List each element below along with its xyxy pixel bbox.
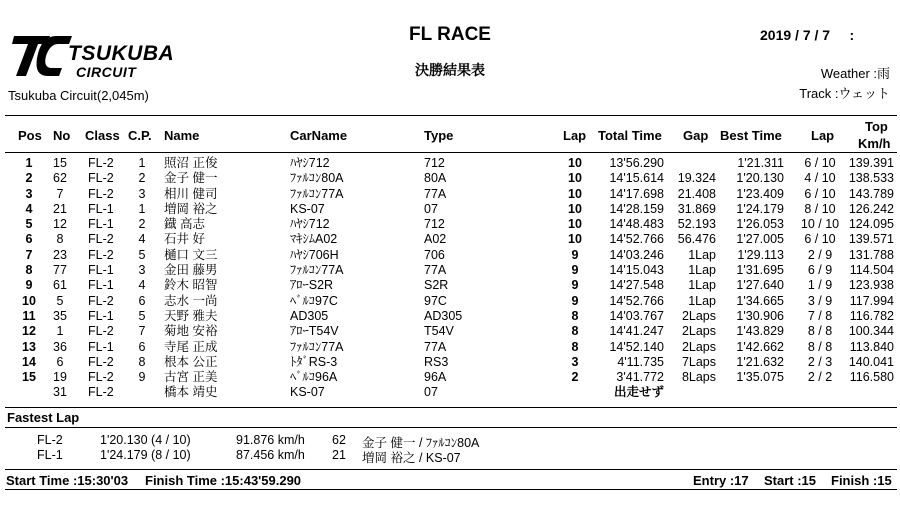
lap-cell: 3 bbox=[571, 354, 579, 369]
best-lap-cell: 2 / 9 bbox=[807, 247, 833, 262]
class-cell: FL-2 bbox=[88, 247, 114, 262]
cp-cell: 3 bbox=[138, 186, 146, 201]
fl-class: FL-2 bbox=[37, 433, 63, 447]
pos-cell: 11 bbox=[22, 308, 36, 323]
car-cell: ﾄﾀﾞRS-3 bbox=[290, 354, 338, 369]
pos-cell: 12 bbox=[22, 324, 36, 339]
class-cell: FL-2 bbox=[88, 370, 114, 385]
top-speed-cell: 140.041 bbox=[848, 354, 894, 369]
gap-cell: 1Lap bbox=[688, 293, 716, 308]
gap-cell: 1Lap bbox=[688, 263, 716, 278]
name-cell: 相川 健司 bbox=[164, 186, 218, 201]
pos-cell: 14 bbox=[22, 354, 36, 369]
total-time-cell: 14'28.159 bbox=[609, 201, 664, 216]
best-lap-cell: 7 / 8 bbox=[807, 308, 833, 323]
best-lap-cell: 10 / 10 bbox=[800, 217, 840, 232]
pos-cell: 10 bbox=[22, 293, 36, 308]
no-cell: 36 bbox=[53, 339, 67, 354]
cp-cell: 8 bbox=[138, 354, 146, 369]
lap-cell: 8 bbox=[571, 308, 579, 323]
name-cell: 志水 一尚 bbox=[164, 293, 218, 308]
col-gap: Gap bbox=[683, 128, 709, 143]
name-cell: 石井 好 bbox=[164, 232, 205, 247]
total-time-cell: 14'52.140 bbox=[609, 339, 664, 354]
class-cell: FL-2 bbox=[88, 156, 114, 170]
pos-cell: 7 bbox=[25, 247, 33, 262]
total-time-cell: 14'27.548 bbox=[609, 278, 664, 293]
best-time-cell: 1'24.179 bbox=[736, 201, 784, 216]
top-speed-cell: 116.782 bbox=[849, 308, 894, 323]
cp-cell: 4 bbox=[138, 232, 146, 247]
top-speed-cell: 139.391 bbox=[848, 156, 894, 170]
fl-car-no: 21 bbox=[332, 448, 346, 462]
best-lap-cell: 1 / 9 bbox=[807, 278, 833, 293]
type-cell: 712 bbox=[424, 156, 445, 170]
fastest-lap-top-rule bbox=[5, 407, 897, 408]
no-cell: 5 bbox=[56, 293, 64, 308]
class-cell: FL-2 bbox=[88, 171, 114, 186]
total-time-cell: 4'11.735 bbox=[617, 354, 664, 369]
col-type: Type bbox=[424, 128, 454, 143]
total-time-cell: 14'48.483 bbox=[609, 217, 664, 232]
total-time-cell: 13'56.290 bbox=[609, 156, 664, 170]
best-lap-cell: 6 / 10 bbox=[804, 156, 836, 170]
col-no: No bbox=[53, 128, 71, 143]
lap-cell: 10 bbox=[568, 201, 582, 216]
top-speed-cell: 131.788 bbox=[848, 247, 894, 262]
type-cell: AD305 bbox=[424, 308, 463, 323]
col-best-lap: Lap bbox=[811, 128, 835, 143]
best-time-cell: 1'21.632 bbox=[736, 354, 784, 369]
best-time-cell: 1'26.053 bbox=[736, 217, 784, 232]
cp-cell: 5 bbox=[138, 247, 146, 262]
car-cell: KS-07 bbox=[290, 385, 325, 400]
car-cell: ｱﾛｰS2R bbox=[290, 278, 334, 293]
fl-speed: 91.876 km/h bbox=[236, 433, 305, 447]
pos-cell: 5 bbox=[25, 217, 33, 232]
name-cell: 金田 藤男 bbox=[164, 263, 218, 278]
best-time-cell: 1'23.409 bbox=[736, 186, 784, 201]
pos-cell: 15 bbox=[22, 370, 36, 385]
pos-cell: 1 bbox=[25, 156, 33, 170]
type-cell: 80A bbox=[424, 171, 447, 186]
table-row bbox=[0, 232, 900, 247]
col-top-speed-unit: Km/h bbox=[858, 136, 891, 151]
car-cell: ﾍﾞﾙｺ97C bbox=[290, 293, 338, 308]
gap-cell: 2Laps bbox=[681, 324, 716, 339]
no-cell: 62 bbox=[53, 171, 67, 186]
gap-cell: 52.193 bbox=[677, 217, 716, 232]
best-lap-cell: 2 / 3 bbox=[807, 354, 833, 369]
class-cell: FL-1 bbox=[88, 308, 114, 323]
lap-cell: 9 bbox=[571, 247, 579, 262]
header-top-rule bbox=[5, 115, 897, 116]
best-time-cell: 1'31.695 bbox=[736, 263, 784, 278]
pos-cell: 9 bbox=[25, 278, 33, 293]
class-cell: FL-2 bbox=[88, 186, 114, 201]
class-cell: FL-1 bbox=[88, 217, 114, 232]
fl-speed: 87.456 km/h bbox=[236, 448, 305, 462]
table-row bbox=[0, 217, 900, 232]
name-cell: 増岡 裕之 bbox=[164, 201, 218, 216]
col-cp: C.P. bbox=[128, 128, 152, 143]
gap-cell: 8Laps bbox=[681, 370, 716, 385]
col-car: CarName bbox=[290, 128, 348, 143]
col-name: Name bbox=[164, 128, 200, 143]
top-speed-cell: 100.344 bbox=[848, 324, 894, 339]
no-cell: 1 bbox=[56, 324, 64, 339]
lap-cell: 10 bbox=[568, 171, 582, 186]
table-row bbox=[0, 340, 900, 355]
cp-cell: 9 bbox=[138, 370, 146, 385]
no-cell: 8 bbox=[56, 232, 64, 247]
type-cell: 96A bbox=[424, 370, 447, 385]
best-time-cell: 1'27.640 bbox=[736, 278, 784, 293]
total-time-cell: 14'15.614 bbox=[609, 171, 664, 186]
table-row bbox=[0, 187, 900, 202]
col-total-time: Total Time bbox=[598, 128, 662, 143]
fl-car-no: 62 bbox=[332, 433, 346, 447]
type-cell: 07 bbox=[424, 201, 438, 216]
lap-cell: 9 bbox=[571, 278, 579, 293]
pos-cell: 3 bbox=[25, 186, 33, 201]
fastest-lap-row bbox=[0, 448, 900, 463]
top-speed-cell: 116.580 bbox=[849, 370, 894, 385]
total-time-cell: 14'41.247 bbox=[609, 324, 664, 339]
car-cell: ﾌｧﾙｺﾝ77A bbox=[290, 339, 344, 354]
fl-class: FL-1 bbox=[37, 448, 63, 462]
lap-cell: 10 bbox=[568, 217, 582, 232]
type-cell: 07 bbox=[424, 385, 438, 400]
col-best-time: Best Time bbox=[720, 128, 782, 143]
class-cell: FL-1 bbox=[88, 201, 114, 216]
no-cell: 15 bbox=[53, 156, 67, 170]
fl-time: 1'24.179 (8 / 10) bbox=[100, 448, 191, 462]
best-time-cell: 1'20.130 bbox=[736, 171, 784, 186]
best-lap-cell: 6 / 10 bbox=[804, 186, 836, 201]
cp-cell: 4 bbox=[138, 278, 146, 293]
fastest-lap-title: Fastest Lap bbox=[7, 410, 80, 425]
dns-status: 出走せず bbox=[614, 385, 665, 400]
gap-cell: 2Laps bbox=[681, 339, 716, 354]
best-time-cell: 1'42.662 bbox=[736, 339, 784, 354]
car-cell: ﾊﾔｼ712 bbox=[290, 156, 330, 170]
cp-cell: 2 bbox=[138, 171, 146, 186]
type-cell: A02 bbox=[424, 232, 447, 247]
logo-text-bottom: CIRCUIT bbox=[76, 64, 137, 80]
best-time-cell: 1'29.113 bbox=[737, 247, 784, 262]
name-cell: 寺尾 正成 bbox=[164, 339, 218, 354]
table-row bbox=[0, 370, 900, 385]
best-lap-cell: 2 / 2 bbox=[807, 370, 833, 385]
lap-cell: 10 bbox=[568, 156, 582, 170]
no-cell: 21 bbox=[53, 201, 67, 216]
footer-top-rule bbox=[5, 469, 897, 470]
class-cell: FL-2 bbox=[88, 385, 114, 400]
total-time-cell: 14'17.698 bbox=[609, 186, 664, 201]
name-cell: 照沼 正俊 bbox=[164, 156, 218, 170]
class-cell: FL-1 bbox=[88, 339, 114, 354]
gap-cell: 56.476 bbox=[677, 232, 716, 247]
table-row bbox=[0, 156, 900, 171]
lap-cell: 8 bbox=[571, 339, 579, 354]
name-cell: 樋口 文三 bbox=[164, 247, 218, 262]
name-cell: 鐡 高志 bbox=[164, 217, 205, 232]
table-row bbox=[0, 324, 900, 339]
gap-cell: 19.324 bbox=[677, 171, 716, 186]
gap-cell: 21.408 bbox=[677, 186, 716, 201]
name-cell: 根本 公正 bbox=[164, 354, 218, 369]
best-time-cell: 1'30.906 bbox=[736, 308, 784, 323]
table-row bbox=[0, 263, 900, 278]
no-cell: 31 bbox=[53, 385, 67, 400]
class-cell: FL-2 bbox=[88, 354, 114, 369]
no-cell: 7 bbox=[56, 186, 64, 201]
type-cell: 77A bbox=[424, 339, 447, 354]
top-speed-cell: 117.994 bbox=[849, 293, 894, 308]
type-cell: 97C bbox=[424, 293, 447, 308]
table-row bbox=[0, 278, 900, 293]
top-speed-cell: 113.840 bbox=[849, 339, 894, 354]
col-class: Class bbox=[85, 128, 120, 143]
best-lap-cell: 8 / 10 bbox=[804, 201, 836, 216]
total-time-cell: 14'15.043 bbox=[609, 263, 664, 278]
car-cell: AD305 bbox=[290, 308, 329, 323]
gap-cell: 1Lap bbox=[688, 278, 716, 293]
car-cell: ﾌｧﾙｺﾝ77A bbox=[290, 186, 344, 201]
no-cell: 35 bbox=[53, 308, 67, 323]
car-cell: KS-07 bbox=[290, 201, 325, 216]
entry-count: Entry :17 bbox=[693, 473, 749, 488]
type-cell: 77A bbox=[424, 186, 447, 201]
top-speed-cell: 124.095 bbox=[848, 217, 894, 232]
type-cell: RS3 bbox=[424, 354, 449, 369]
name-cell: 鈴木 昭智 bbox=[164, 278, 218, 293]
type-cell: S2R bbox=[424, 278, 449, 293]
results-table bbox=[0, 156, 900, 401]
table-row bbox=[0, 248, 900, 263]
cp-cell: 5 bbox=[138, 308, 146, 323]
fastest-lap-bottom-rule bbox=[5, 427, 897, 428]
pos-cell: 2 bbox=[25, 171, 33, 186]
name-cell: 金子 健一 bbox=[164, 171, 218, 186]
fl-driver: 増岡 裕之 / KS-07 bbox=[362, 451, 461, 465]
best-time-cell: 1'43.829 bbox=[736, 324, 784, 339]
lap-cell: 9 bbox=[571, 263, 579, 278]
top-speed-cell: 126.242 bbox=[848, 201, 894, 216]
start-count: Start :15 bbox=[764, 473, 817, 488]
dns-row bbox=[0, 385, 900, 400]
name-cell: 天野 雅夫 bbox=[164, 308, 218, 323]
table-row bbox=[0, 294, 900, 309]
car-cell: ﾊﾔｼ712 bbox=[290, 217, 330, 232]
class-cell: FL-1 bbox=[88, 263, 114, 278]
cp-cell: 3 bbox=[138, 263, 146, 278]
footer-bottom-rule bbox=[5, 489, 897, 490]
table-row bbox=[0, 202, 900, 217]
best-lap-cell: 8 / 8 bbox=[807, 324, 833, 339]
gap-cell: 31.869 bbox=[677, 201, 716, 216]
table-row bbox=[0, 309, 900, 324]
col-lap: Lap bbox=[563, 128, 587, 143]
lap-cell: 2 bbox=[571, 370, 579, 385]
finish-count: Finish :15 bbox=[831, 473, 892, 488]
pos-cell: 13 bbox=[22, 339, 36, 354]
car-cell: ﾌｧﾙｺﾝ80A bbox=[290, 171, 344, 186]
best-lap-cell: 6 / 9 bbox=[807, 263, 833, 278]
class-cell: FL-2 bbox=[88, 324, 114, 339]
no-cell: 77 bbox=[53, 263, 67, 278]
table-row bbox=[0, 355, 900, 370]
gap-cell: 7Laps bbox=[681, 354, 716, 369]
class-cell: FL-2 bbox=[88, 232, 114, 247]
top-speed-cell: 114.504 bbox=[849, 263, 894, 278]
cp-cell: 7 bbox=[138, 324, 146, 339]
car-cell: ﾏｷｼﾑA02 bbox=[290, 232, 338, 247]
cp-cell: 6 bbox=[138, 339, 146, 354]
best-time-cell: 1'35.075 bbox=[736, 370, 784, 385]
no-cell: 61 bbox=[53, 278, 67, 293]
lap-cell: 9 bbox=[571, 293, 579, 308]
fl-driver: 金子 健一 / ﾌｧﾙｺﾝ80A bbox=[362, 436, 480, 450]
top-speed-cell: 139.571 bbox=[848, 232, 894, 247]
cp-cell: 1 bbox=[138, 201, 146, 216]
race-subtitle: 決勝結果表 bbox=[415, 62, 485, 78]
type-cell: 706 bbox=[424, 247, 445, 262]
table-row bbox=[0, 171, 900, 186]
type-cell: T54V bbox=[424, 324, 454, 339]
type-cell: 77A bbox=[424, 263, 447, 278]
name-cell: 菊地 安裕 bbox=[164, 324, 218, 339]
total-time-cell: 14'03.767 bbox=[609, 308, 664, 323]
track-condition: Track :ウェット bbox=[799, 86, 890, 101]
best-lap-cell: 8 / 8 bbox=[807, 339, 833, 354]
total-time-cell: 14'52.766 bbox=[609, 293, 664, 308]
logo-text-top: TSUKUBA bbox=[68, 42, 175, 65]
total-time-cell: 14'03.246 bbox=[609, 247, 664, 262]
total-time-cell: 14'52.766 bbox=[609, 232, 664, 247]
col-top-speed: Top bbox=[865, 119, 888, 134]
name-cell: 橋本 靖史 bbox=[164, 385, 218, 400]
no-cell: 19 bbox=[53, 370, 67, 385]
car-cell: ﾌｧﾙｺﾝ77A bbox=[290, 263, 344, 278]
no-cell: 6 bbox=[56, 354, 64, 369]
circuit-name: Tsukuba Circuit(2,045m) bbox=[8, 88, 149, 103]
pos-cell: 6 bbox=[25, 232, 33, 247]
top-speed-cell: 138.533 bbox=[848, 171, 894, 186]
no-cell: 23 bbox=[53, 247, 67, 262]
best-lap-cell: 6 / 10 bbox=[804, 232, 836, 247]
race-title: FL RACE bbox=[409, 24, 491, 45]
gap-cell: 2Laps bbox=[681, 308, 716, 323]
lap-cell: 10 bbox=[568, 186, 582, 201]
fl-time: 1'20.130 (4 / 10) bbox=[100, 433, 191, 447]
header-bottom-rule bbox=[5, 152, 897, 153]
best-lap-cell: 4 / 10 bbox=[804, 171, 836, 186]
no-cell: 12 bbox=[53, 217, 67, 232]
gap-cell: 1Lap bbox=[688, 247, 716, 262]
car-cell: ｱﾛｰT54V bbox=[290, 324, 339, 339]
best-time-cell: 1'34.665 bbox=[736, 293, 784, 308]
col-pos: Pos bbox=[18, 128, 42, 143]
pos-cell: 8 bbox=[25, 263, 33, 278]
pos-cell: 4 bbox=[25, 201, 33, 216]
lap-cell: 10 bbox=[568, 232, 582, 247]
name-cell: 古宮 正美 bbox=[164, 370, 218, 385]
fastest-lap-row bbox=[0, 433, 900, 448]
top-speed-cell: 143.789 bbox=[848, 186, 894, 201]
race-date: 2019 / 7 / 7 : bbox=[760, 27, 855, 43]
class-cell: FL-2 bbox=[88, 293, 114, 308]
top-speed-cell: 123.938 bbox=[848, 278, 894, 293]
cp-cell: 6 bbox=[138, 293, 146, 308]
cp-cell: 1 bbox=[138, 156, 146, 170]
car-cell: ﾊﾔｼ706H bbox=[290, 247, 339, 262]
best-time-cell: 1'21.311 bbox=[737, 156, 784, 170]
best-time-cell: 1'27.005 bbox=[736, 232, 784, 247]
type-cell: 712 bbox=[424, 217, 445, 232]
finish-time: Finish Time :15:43'59.290 bbox=[145, 473, 302, 488]
car-cell: ﾍﾞﾙｺ96A bbox=[290, 370, 338, 385]
total-time-cell: 3'41.772 bbox=[616, 370, 664, 385]
cp-cell: 2 bbox=[138, 217, 146, 232]
weather: Weather :雨 bbox=[820, 66, 890, 81]
start-time: Start Time :15:30'03 bbox=[6, 473, 129, 488]
best-lap-cell: 3 / 9 bbox=[807, 293, 833, 308]
lap-cell: 8 bbox=[571, 324, 579, 339]
class-cell: FL-1 bbox=[88, 278, 114, 293]
